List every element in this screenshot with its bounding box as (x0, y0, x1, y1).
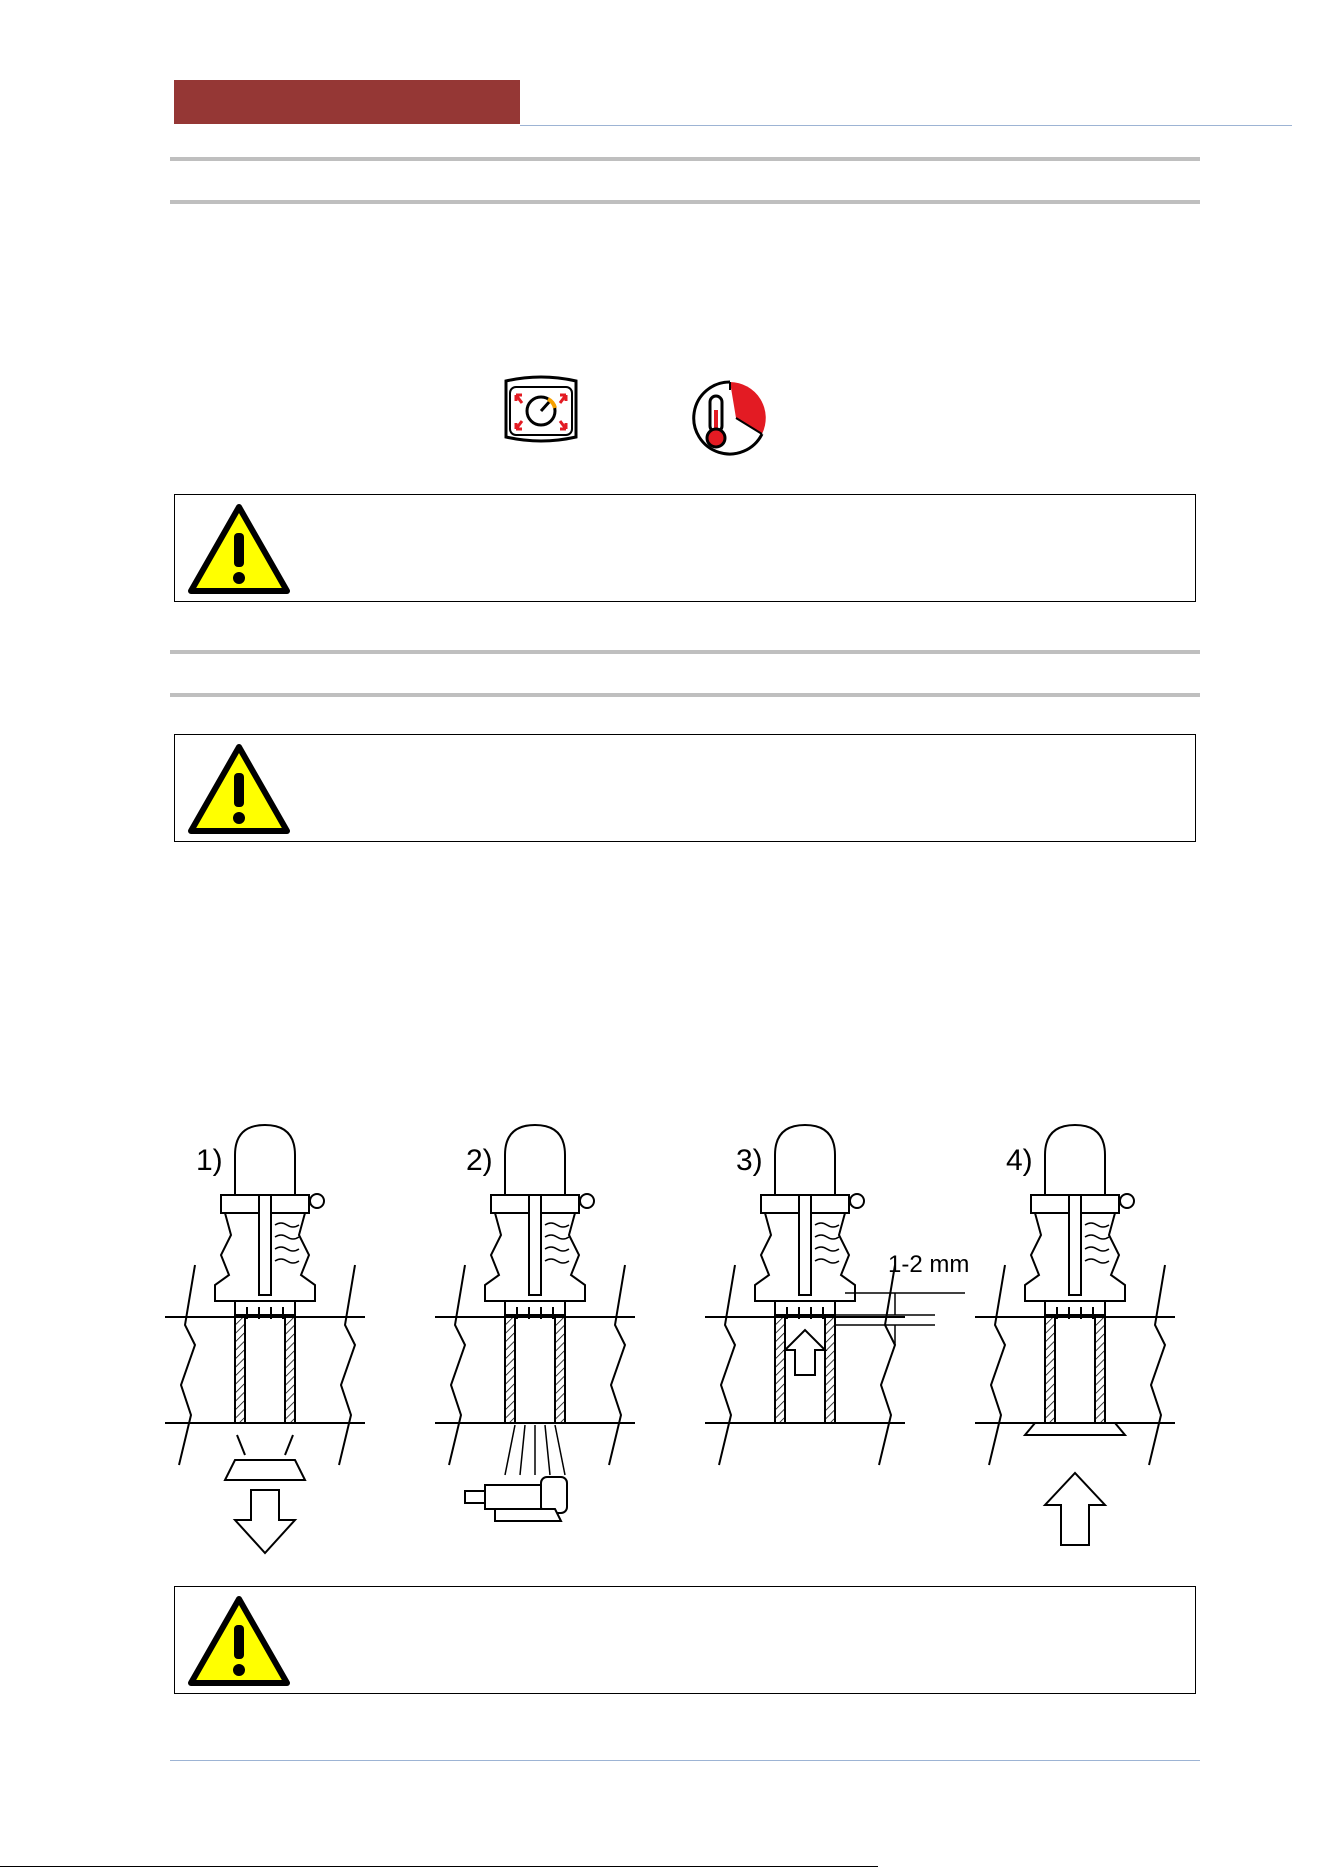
footer-rule (170, 1760, 1200, 1761)
header-rule (520, 125, 1292, 126)
warning-box-3 (174, 1586, 1196, 1694)
hot-temperature-icon (690, 378, 770, 458)
warning-box-2 (174, 734, 1196, 842)
section-rule-top-1 (170, 157, 1200, 161)
step-2-label: 2) (466, 1144, 493, 1177)
bottom-edge-line (0, 1866, 878, 1867)
section-rule-top-2 (170, 200, 1200, 204)
warning-triangle-icon (187, 1595, 291, 1687)
step-1-label: 1) (196, 1144, 223, 1177)
header-band (174, 80, 520, 124)
section-rule-mid-2 (170, 693, 1200, 697)
step-3-label: 3) (736, 1144, 763, 1177)
dimension-label: 1-2 mm (888, 1251, 970, 1278)
warning-box-1 (174, 494, 1196, 602)
pressure-gauge-icon (500, 375, 582, 445)
warning-triangle-icon (187, 743, 291, 835)
step-4-label: 4) (1006, 1144, 1033, 1177)
section-rule-mid-1 (170, 650, 1200, 654)
warning-triangle-icon (187, 503, 291, 595)
valve-maintenance-figure (160, 1110, 1220, 1560)
